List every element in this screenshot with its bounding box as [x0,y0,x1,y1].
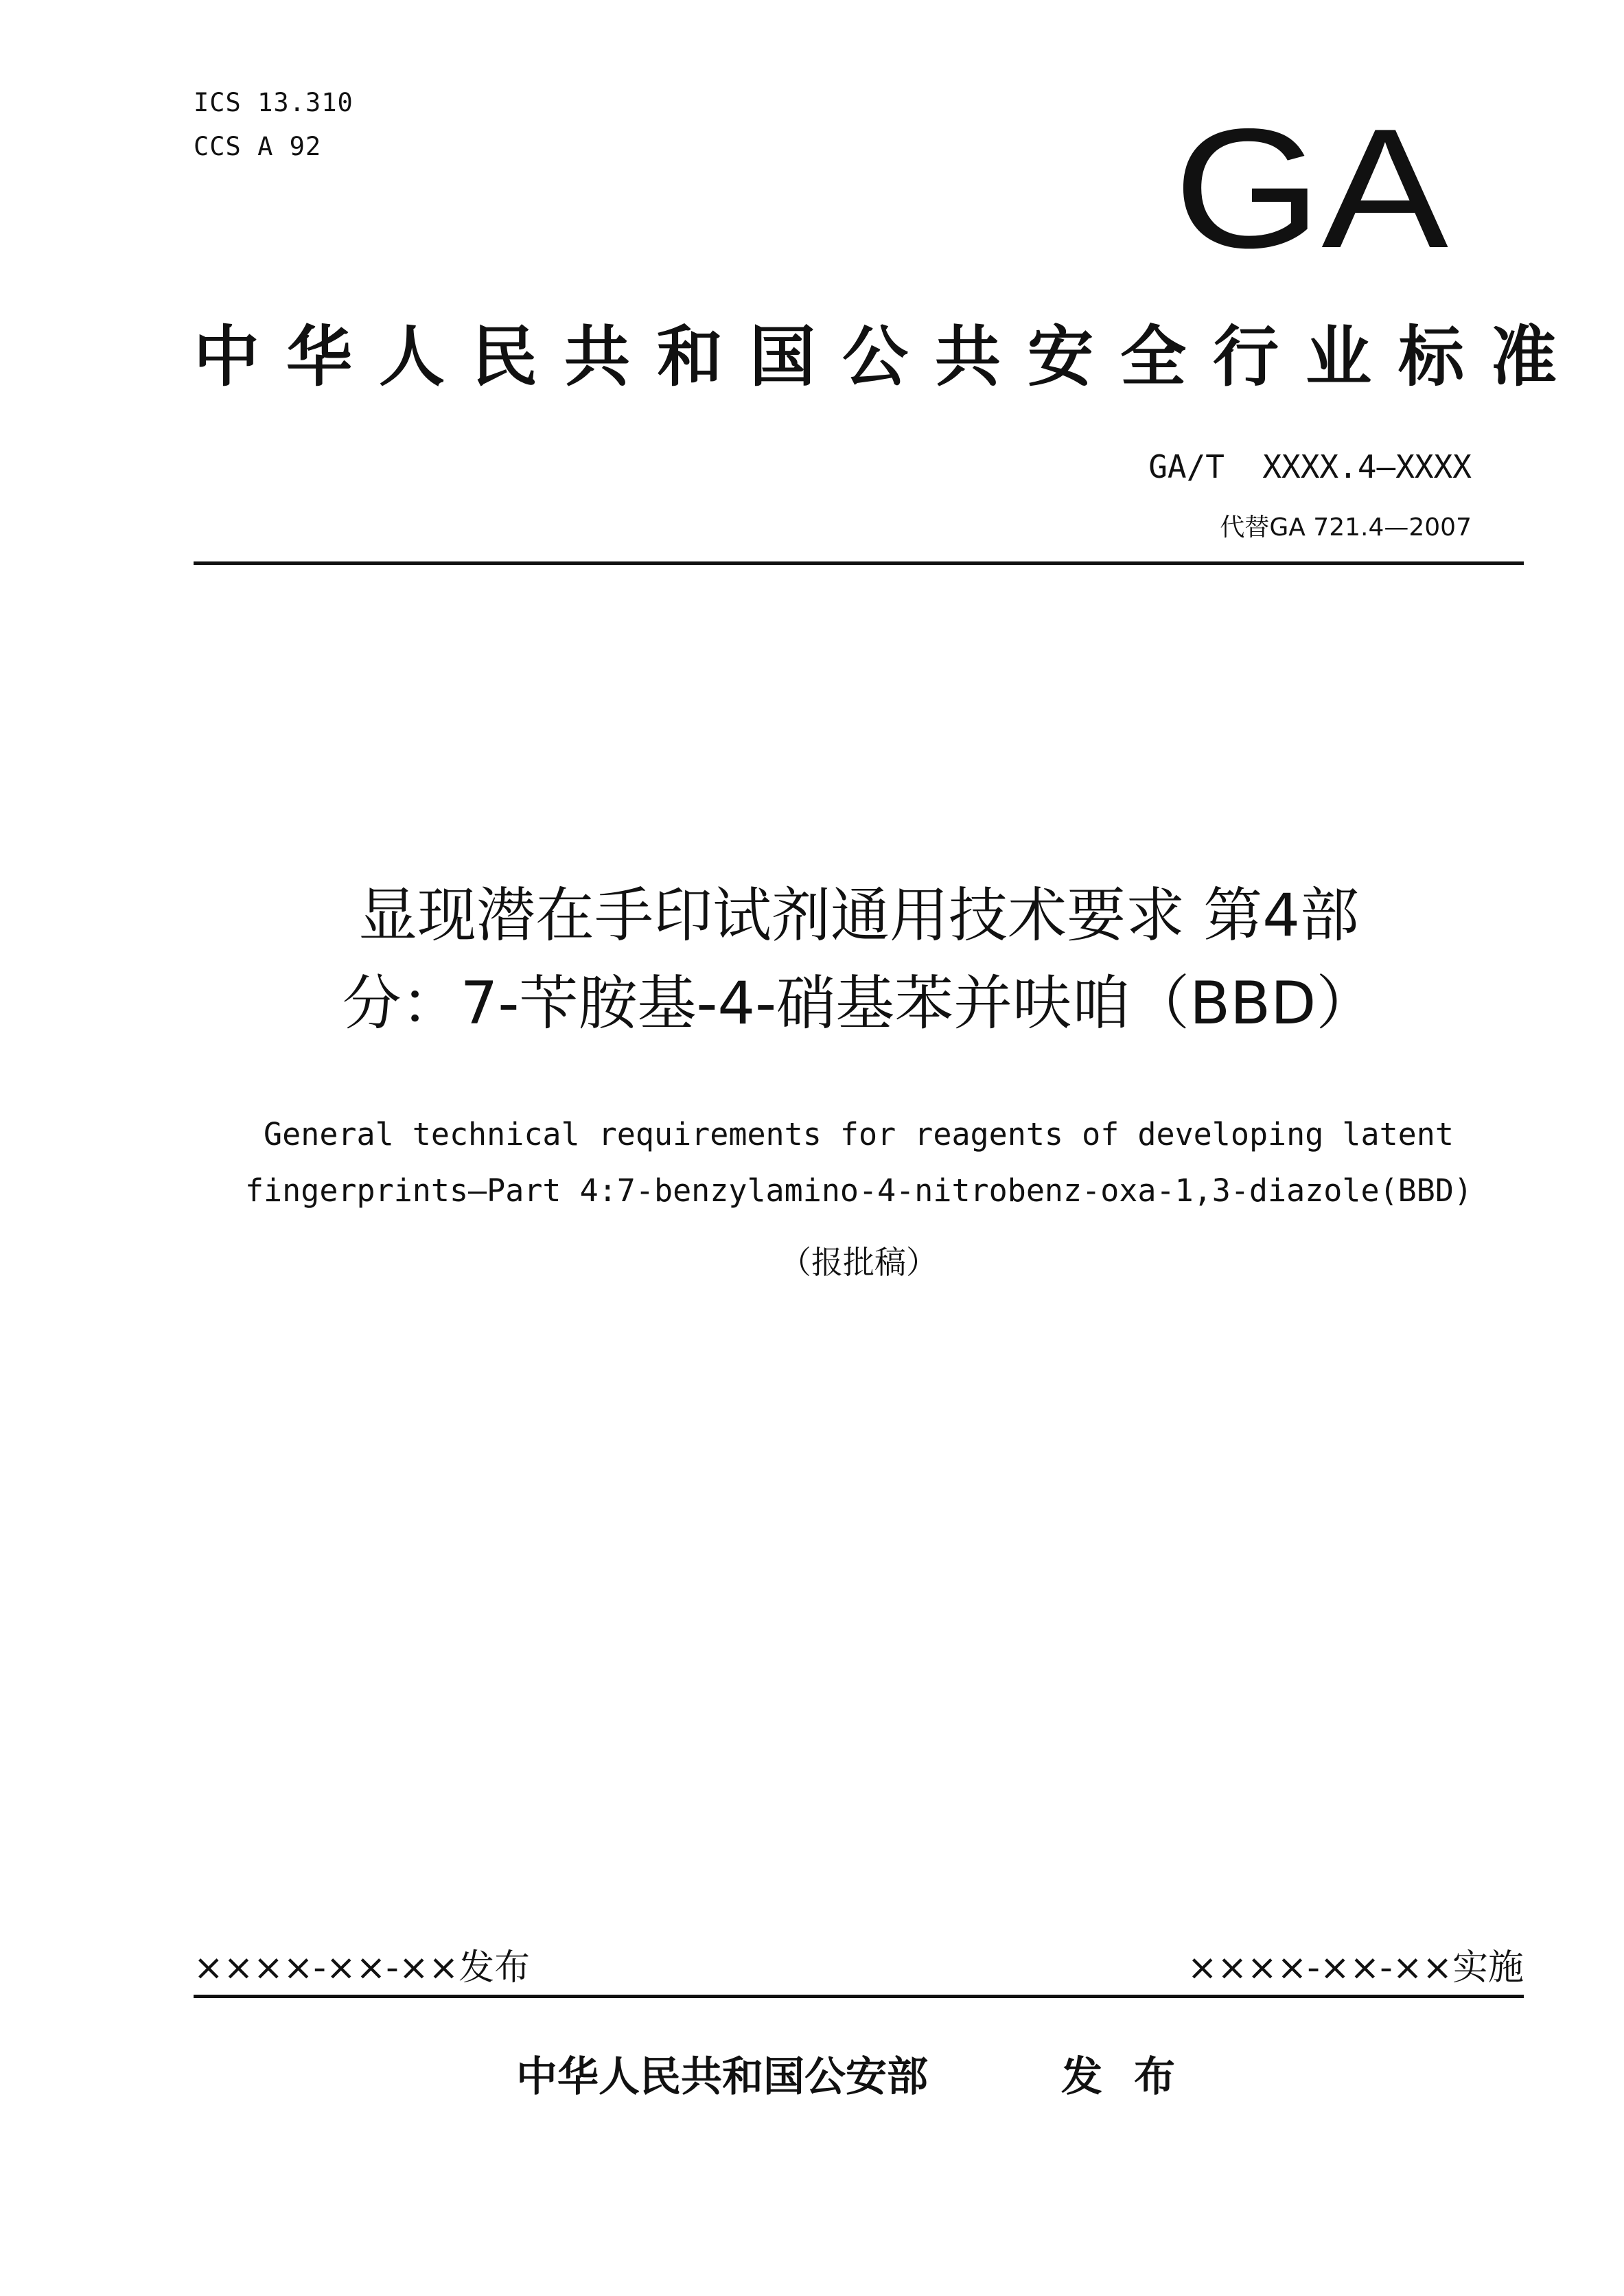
replaces-standard: 代替GA 721.4—2007 [1220,513,1472,542]
chinese-title-line-1: 显现潜在手印试剂通用技术要求 第4部 [358,881,1360,950]
issue-word: 发布 [1061,2053,1207,2101]
classification-codes [194,81,353,169]
ccs-code: CCS A 92 [194,132,322,161]
issuing-authority: 中华人民共和国公安部 [516,2053,928,2101]
header-divider [194,561,1524,565]
footer-divider [194,1995,1524,1998]
english-title-line-2: fingerprints—Part 4:7-benzylamino-4-nitrobenz-oxa-1,3-diazole(BBD) [244,1172,1473,1209]
ics-code: ICS 13.310 [194,88,353,117]
ga-logo-text: GA [1174,117,1448,268]
implementation-date: ××××-××-××实施 [1187,1947,1524,1988]
standard-number: GA/T XXXX.4—XXXX [1148,448,1472,485]
issue-date: ××××-××-××发布 [194,1947,531,1988]
chinese-title-line-2: 分：7-苄胺基-4-硝基苯并呋咱（BBD） [342,969,1376,1038]
english-title-line-1: General technical requirements for reagents of developing latent [264,1116,1454,1152]
draft-status: （报批稿） [780,1244,938,1281]
industry-standard-heading: 中华人民共和国公共安全行业标准 [194,318,1584,395]
chinese-title [194,872,1524,1047]
ga-logo [1167,117,1455,268]
english-title [194,1106,1524,1219]
